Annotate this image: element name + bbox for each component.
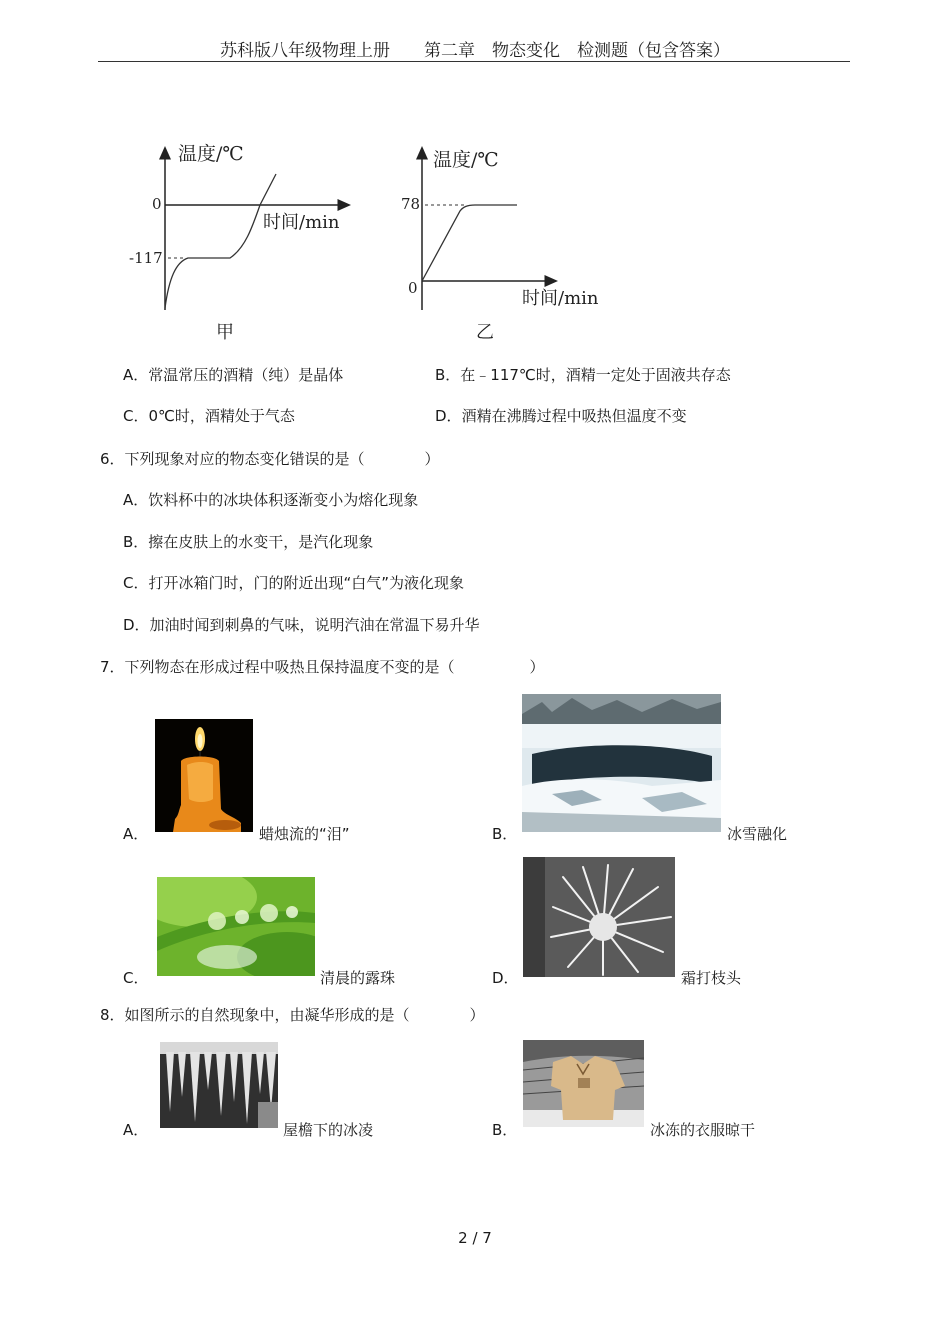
q8-image-frozen-clothes bbox=[523, 1040, 644, 1127]
q5-option-b-letter: B． bbox=[435, 366, 461, 384]
page-header-title: 苏科版八年级物理上册 第二章 物态变化 检测题（包含答案） bbox=[220, 41, 730, 61]
q6-stem: 6．下列现象对应的物态变化错误的是（ ） bbox=[100, 450, 440, 468]
q5-option-d bbox=[435, 406, 687, 426]
graph-jia-caption: 甲 bbox=[216, 322, 234, 343]
q5-option-c-letter: C． bbox=[123, 407, 149, 425]
graph-yi-tick-boil: 78 bbox=[401, 195, 421, 213]
q6-option-a: A．饮料杯中的冰块体积逐渐变小为熔化现象 bbox=[123, 491, 419, 509]
q7-option-b-letter: B． bbox=[492, 825, 518, 843]
q7-image-snow-melting bbox=[522, 694, 721, 832]
q5-option-c bbox=[123, 406, 295, 426]
q6-option-c: C．打开冰箱门时，门的附近出现“白气”为液化现象 bbox=[123, 574, 465, 592]
page-number: 2 / 7 bbox=[458, 1229, 492, 1247]
q8-option-b-caption: 冰冻的衣服晾干 bbox=[650, 1121, 756, 1139]
graph-yi-tick-zero: 0 bbox=[408, 279, 418, 297]
q5-option-b-text: 在﹣117℃时，酒精一定处于固液共存态 bbox=[460, 366, 731, 384]
q5-option-a-letter: A． bbox=[123, 366, 149, 384]
graph-jia-tick-zero: 0 bbox=[152, 195, 162, 213]
q5-option-a-text: 常温常压的酒精（纯）是晶体 bbox=[148, 366, 344, 384]
graph-yi-xlabel: 时间/min bbox=[522, 288, 599, 309]
q8-option-a-letter: A． bbox=[123, 1121, 149, 1139]
q7-option-a-caption: 蜡烛流的“泪” bbox=[259, 825, 350, 843]
header-divider bbox=[98, 61, 850, 62]
q7-stem: 7．下列物态在形成过程中吸热且保持温度不变的是（ ） bbox=[100, 658, 545, 676]
q7-image-frost bbox=[523, 857, 675, 977]
graph-jia-ylabel: 温度/℃ bbox=[178, 143, 244, 165]
graph-jia-xlabel: 时间/min bbox=[263, 212, 340, 233]
q6-option-d: D．加油时闻到刺鼻的气味，说明汽油在常温下易升华 bbox=[123, 616, 480, 634]
q8-image-icicles bbox=[160, 1042, 278, 1128]
q7-option-d-letter: D． bbox=[492, 969, 519, 987]
graph-jia-curve bbox=[165, 174, 276, 308]
q5-option-b bbox=[435, 365, 731, 385]
q5-option-a bbox=[123, 365, 343, 385]
graph-jia bbox=[120, 138, 360, 353]
q5-option-d-letter: D． bbox=[435, 407, 462, 425]
q7-option-a-letter: A． bbox=[123, 825, 149, 843]
q7-option-b-caption: 冰雪融化 bbox=[727, 825, 788, 843]
q7-option-c-caption: 清晨的露珠 bbox=[320, 969, 396, 987]
graph-yi-ylabel: 温度/℃ bbox=[433, 149, 499, 171]
graph-yi-caption: 乙 bbox=[476, 322, 494, 343]
graph-yi-curve bbox=[422, 205, 517, 281]
q7-option-d-caption: 霜打枝头 bbox=[681, 969, 742, 987]
q7-image-candle bbox=[155, 719, 253, 832]
q5-option-c-text: 0℃时，酒精处于气态 bbox=[148, 407, 295, 425]
q6-option-b: B．擦在皮肤上的水变干，是汽化现象 bbox=[123, 533, 374, 551]
q5-option-d-text: 酒精在沸腾过程中吸热但温度不变 bbox=[461, 407, 687, 425]
q7-option-c-letter: C． bbox=[123, 969, 149, 987]
q8-option-a-caption: 屋檐下的冰凌 bbox=[283, 1121, 374, 1139]
q8-stem: 8．如图所示的自然现象中，由凝华形成的是（ ） bbox=[100, 1006, 485, 1024]
q8-option-b-letter: B． bbox=[492, 1121, 518, 1139]
graph-yi bbox=[395, 138, 635, 353]
graph-jia-tick-melt: -117 bbox=[129, 249, 163, 267]
q7-image-dew bbox=[157, 877, 315, 976]
